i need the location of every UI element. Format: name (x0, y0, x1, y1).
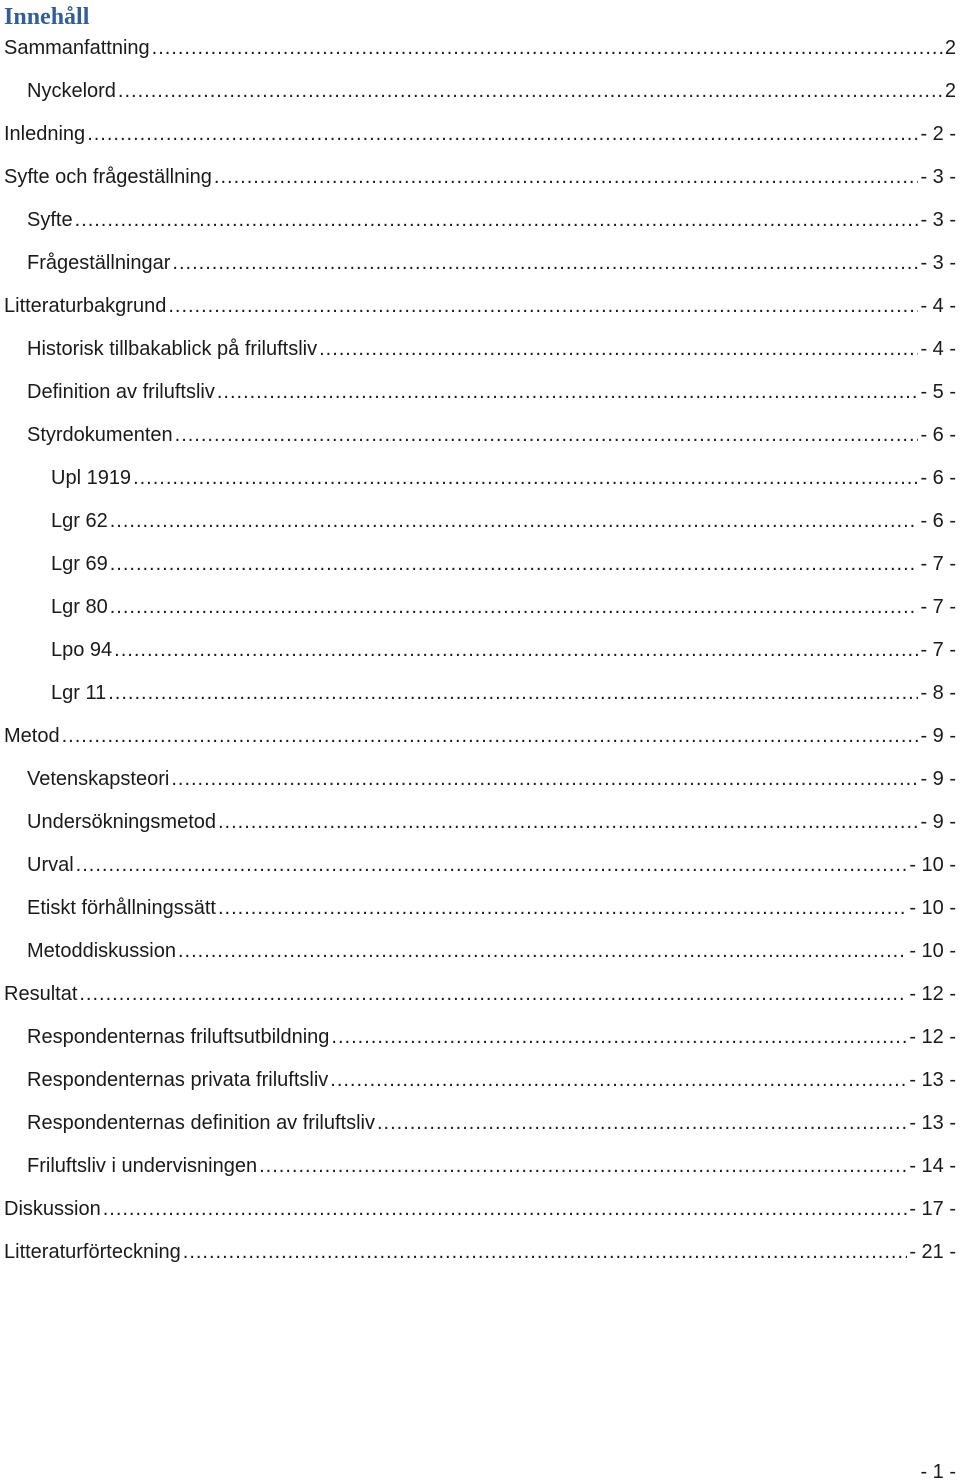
toc-entry-undersokningsmetod[interactable] (4, 801, 956, 844)
toc-entry-page: - 5 - (920, 381, 956, 403)
toc-entry-title: Sammanfattning (4, 37, 150, 59)
toc-entry-lgr-11[interactable] (4, 672, 956, 715)
toc-entry-litteraturbakgrund[interactable] (4, 285, 956, 328)
toc-entry-title: Lgr 80 (51, 596, 108, 618)
toc-entry-title: Metod (4, 725, 60, 747)
toc-entry-fragestallningar[interactable] (4, 242, 956, 285)
dot-leader (110, 510, 919, 533)
toc-entry-title: Styrdokumenten (27, 424, 173, 446)
toc-entry-title: Friluftsliv i undervisningen (27, 1155, 258, 1177)
dot-leader (217, 381, 919, 404)
dot-leader (108, 682, 918, 705)
dot-leader (75, 209, 919, 232)
dot-leader (319, 338, 918, 361)
toc-entry-title: Inledning (4, 123, 86, 145)
dot-leader (218, 897, 907, 920)
toc-entry-title: Nyckelord (27, 80, 116, 102)
dot-leader (168, 295, 918, 318)
dot-leader (214, 166, 919, 189)
toc-entry-page: 2 (944, 37, 956, 59)
toc-entry-title: Urval (27, 854, 74, 876)
toc-entry-etiskt-forhallningssatt[interactable] (4, 887, 956, 930)
toc-entry-title: Undersökningsmetod (27, 811, 216, 833)
toc-entry-page: - 9 - (920, 811, 956, 833)
toc-list (4, 27, 956, 1274)
toc-entry-title: Diskussion (4, 1198, 101, 1220)
page-number: - 1 - (920, 1461, 956, 1483)
toc-entry-title: Syfte och frågeställning (4, 166, 212, 188)
toc-entry-litteraturforteckning[interactable] (4, 1231, 956, 1274)
toc-entry-title: Lpo 94 (51, 639, 113, 661)
toc-entry-page: - 8 - (920, 682, 956, 704)
toc-entry-respondenternas-friluftsutbildning[interactable] (4, 1016, 956, 1059)
toc-entry-urval[interactable] (4, 844, 956, 887)
toc-entry-page: - 10 - (909, 854, 956, 876)
toc-entry-page: - 17 - (909, 1198, 956, 1220)
toc-entry-title: Definition av friluftsliv (27, 381, 215, 403)
dot-leader (175, 424, 919, 447)
dot-leader (330, 1069, 907, 1092)
toc-entry-title: Frågeställningar (27, 252, 171, 274)
toc-entry-nyckelord[interactable] (4, 70, 956, 113)
toc-entry-title: Lgr 69 (51, 553, 108, 575)
dot-leader (259, 1155, 907, 1178)
toc-entry-title: Historisk tillbakablick på friluftsliv (27, 338, 318, 360)
toc-entry-page: - 9 - (920, 725, 956, 747)
toc-entry-page: - 12 - (909, 1026, 956, 1048)
toc-entry-page: - 12 - (909, 983, 956, 1005)
toc-entry-title: Litteraturförteckning (4, 1241, 181, 1263)
toc-entry-vetenskapsteori[interactable] (4, 758, 956, 801)
toc-entry-page: - 9 - (920, 768, 956, 790)
dot-leader (118, 80, 943, 103)
toc-entry-page: - 13 - (909, 1069, 956, 1091)
dot-leader (183, 1241, 908, 1264)
toc-entry-title: Upl 1919 (51, 467, 132, 489)
toc-entry-metoddiskussion[interactable] (4, 930, 956, 973)
dot-leader (172, 252, 918, 275)
dot-leader (79, 983, 907, 1006)
toc-entry-respondenternas-privata-friluftsliv[interactable] (4, 1059, 956, 1102)
dot-leader (103, 1198, 908, 1221)
toc-entry-title: Respondenternas definition av friluftsliv (27, 1112, 375, 1134)
toc-entry-page: - 10 - (909, 940, 956, 962)
dot-leader (110, 596, 919, 619)
toc-entry-page: 2 (944, 80, 956, 102)
toc-entry-syfte[interactable] (4, 199, 956, 242)
toc-entry-page: - 6 - (920, 510, 956, 532)
toc-entry-title: Respondenternas privata friluftsliv (27, 1069, 329, 1091)
toc-entry-page: - 3 - (920, 166, 956, 188)
toc-entry-page: - 13 - (909, 1112, 956, 1134)
dot-leader (178, 940, 907, 963)
dot-leader (133, 467, 918, 490)
toc-entry-friluftsliv-i-undervisningen[interactable] (4, 1145, 956, 1188)
toc-entry-lgr-69[interactable] (4, 543, 956, 586)
dot-leader (62, 725, 919, 748)
toc-entry-upl-1919[interactable] (4, 457, 956, 500)
dot-leader (331, 1026, 907, 1049)
toc-entry-page: - 6 - (920, 467, 956, 489)
toc-entry-lgr-62[interactable] (4, 500, 956, 543)
toc-entry-resultat[interactable] (4, 973, 956, 1016)
toc-entry-title: Metoddiskussion (27, 940, 176, 962)
toc-entry-respondenternas-definition[interactable] (4, 1102, 956, 1145)
toc-entry-styrdokumenten[interactable] (4, 414, 956, 457)
toc-entry-title: Vetenskapsteori (27, 768, 170, 790)
dot-leader (76, 854, 908, 877)
dot-leader (114, 639, 918, 662)
toc-entry-page: - 4 - (920, 338, 956, 360)
dot-leader (218, 811, 918, 834)
toc-entry-page: - 3 - (920, 252, 956, 274)
toc-entry-page: - 3 - (920, 209, 956, 231)
toc-entry-historisk-tillbakablick[interactable] (4, 328, 956, 371)
dot-leader (171, 768, 918, 791)
toc-entry-title: Lgr 62 (51, 510, 108, 532)
toc-entry-lgr-80[interactable] (4, 586, 956, 629)
toc-entry-lpo-94[interactable] (4, 629, 956, 672)
dot-leader (87, 123, 918, 146)
dot-leader (377, 1112, 907, 1135)
toc-entry-page: - 6 - (920, 424, 956, 446)
toc-entry-page: - 4 - (920, 295, 956, 317)
toc-entry-page: - 10 - (909, 897, 956, 919)
toc-entry-syfte-och-fragestallning[interactable] (4, 156, 956, 199)
dot-leader (110, 553, 919, 576)
toc-entry-page: - 2 - (920, 123, 956, 145)
toc-entry-sammanfattning[interactable] (4, 27, 956, 70)
toc-entry-metod[interactable] (4, 715, 956, 758)
toc-entry-title: Syfte (27, 209, 73, 231)
toc-entry-title: Litteraturbakgrund (4, 295, 167, 317)
toc-entry-page: - 21 - (909, 1241, 956, 1263)
toc-entry-inledning[interactable] (4, 113, 956, 156)
toc-entry-title: Resultat (4, 983, 78, 1005)
toc-entry-page: - 7 - (920, 553, 956, 575)
toc-entry-title: Etiskt förhållningssätt (27, 897, 216, 919)
toc-entry-page: - 7 - (920, 639, 956, 661)
toc-entry-diskussion[interactable] (4, 1188, 956, 1231)
dot-leader (152, 37, 943, 60)
toc-entry-title: Lgr 11 (51, 682, 107, 704)
toc-entry-title: Respondenternas friluftsutbildning (27, 1026, 330, 1048)
toc-entry-definition-av-friluftsliv[interactable] (4, 371, 956, 414)
toc-entry-page: - 14 - (909, 1155, 956, 1177)
toc-heading: Innehåll (4, 4, 90, 30)
toc-entry-page: - 7 - (920, 596, 956, 618)
